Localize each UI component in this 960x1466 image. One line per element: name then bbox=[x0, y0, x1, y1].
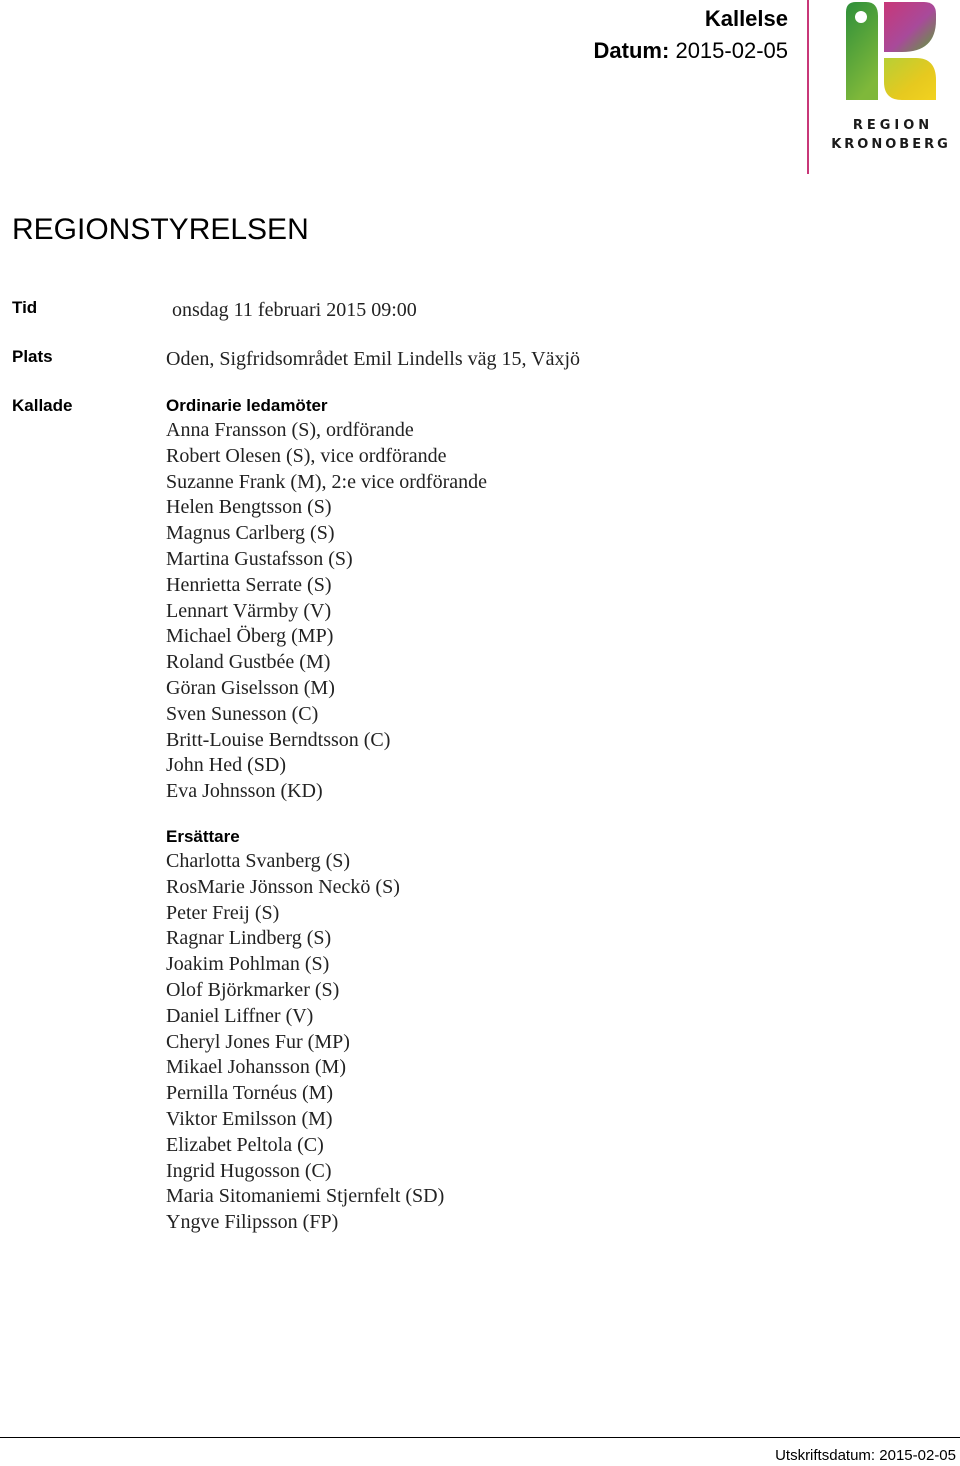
place-value: Oden, Sigfridsområdet Emil Lindells väg 15, Växjö bbox=[166, 348, 581, 370]
document-date bbox=[594, 38, 788, 64]
page-title: REGIONSTYRELSEN bbox=[12, 213, 309, 246]
list-item: Mikael Johansson (M) bbox=[166, 1056, 346, 1079]
list-item: Magnus Carlberg (S) bbox=[166, 522, 335, 545]
region-kronoberg-logo-icon bbox=[844, 0, 938, 104]
called-label: Kallade bbox=[12, 396, 73, 415]
logo-wordmark bbox=[826, 116, 956, 154]
list-item: Henrietta Serrate (S) bbox=[166, 573, 332, 596]
list-item: Anna Fransson (S), ordförande bbox=[166, 419, 414, 441]
ordinarie-list bbox=[166, 418, 487, 805]
list-item: Britt-Louise Berndtsson (C) bbox=[166, 728, 391, 751]
list-item: Yngve Filipsson (FP) bbox=[166, 1211, 339, 1234]
list-item: John Hed (SD) bbox=[166, 754, 286, 777]
document-type: Kallelse bbox=[704, 6, 788, 31]
list-item: Michael Öberg (MP) bbox=[166, 625, 334, 648]
list-item: Viktor Emilsson (M) bbox=[166, 1107, 333, 1130]
list-item: Martina Gustafsson (S) bbox=[166, 547, 353, 570]
list-item: Joakim Pohlman (S) bbox=[166, 953, 330, 976]
list-item: Ragnar Lindberg (S) bbox=[166, 927, 332, 950]
logo-line-1: REGION bbox=[852, 118, 934, 133]
list-item: Roland Gustbée (M) bbox=[166, 651, 331, 674]
list-item: Maria Sitomaniemi Stjernfelt (SD) bbox=[166, 1185, 445, 1208]
ersattare-heading: Ersättare bbox=[166, 827, 240, 846]
list-item: Charlotta Svanberg (S) bbox=[166, 850, 351, 872]
ersattare-section bbox=[166, 825, 444, 1236]
footer-divider bbox=[0, 1437, 960, 1438]
list-item: Lennart Värmby (V) bbox=[166, 599, 332, 622]
list-item: Olof Björkmarker (S) bbox=[166, 978, 340, 1001]
list-item: Ingrid Hugosson (C) bbox=[166, 1159, 332, 1182]
list-item: Robert Olesen (S), vice ordförande bbox=[166, 444, 447, 467]
ordinarie-section bbox=[166, 394, 487, 805]
print-date-label: Utskriftsdatum: bbox=[775, 1447, 876, 1464]
logo-line-2: KRONOBERG bbox=[831, 137, 951, 152]
list-item: Cheryl Jones Fur (MP) bbox=[166, 1030, 350, 1053]
place-label: Plats bbox=[12, 347, 53, 366]
list-item: Suzanne Frank (M), 2:e vice ordförande bbox=[166, 470, 487, 493]
list-item: Daniel Liffner (V) bbox=[166, 1004, 314, 1027]
list-item: Eva Johnsson (KD) bbox=[166, 780, 323, 803]
print-date-value: 2015-02-05 bbox=[879, 1447, 956, 1464]
logo-divider bbox=[807, 0, 809, 174]
date-value: 2015-02-05 bbox=[675, 38, 788, 63]
list-item: Pernilla Tornéus (M) bbox=[166, 1082, 334, 1105]
list-item: Elizabet Peltola (C) bbox=[166, 1133, 324, 1156]
print-date bbox=[775, 1447, 956, 1465]
list-item: Peter Freij (S) bbox=[166, 901, 280, 924]
ordinarie-heading: Ordinarie ledamöter bbox=[166, 396, 328, 415]
list-item: RosMarie Jönsson Neckö (S) bbox=[166, 875, 400, 898]
ersattare-list bbox=[166, 849, 444, 1236]
list-item: Göran Giselsson (M) bbox=[166, 676, 335, 699]
list-item: Helen Bengtsson (S) bbox=[166, 496, 332, 519]
time-value: onsdag 11 februari 2015 09:00 bbox=[172, 299, 417, 321]
time-label: Tid bbox=[12, 298, 38, 317]
list-item: Sven Sunesson (C) bbox=[166, 702, 319, 725]
date-label: Datum: bbox=[593, 38, 670, 63]
